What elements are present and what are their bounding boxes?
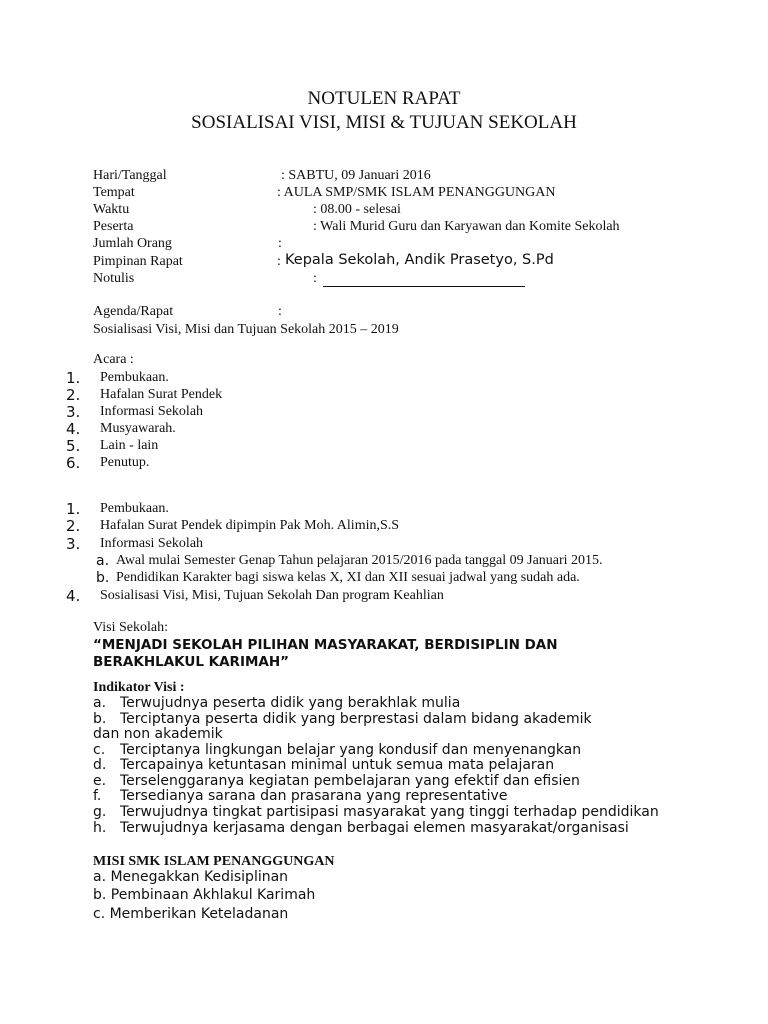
acara-num: 5. [66,437,81,455]
pimpinan-colon: : [277,254,281,269]
indikator-item-continued: dan non akademik [93,726,223,742]
acara-item: Informasi Sekolah [100,404,204,419]
tempat-value: : AULA SMP/SMK ISLAM PENANGGUNGAN [277,185,556,200]
acara-num: 2. [66,386,81,404]
jumlah-label: Jumlah Orang [93,236,172,251]
detail-item: Pembukaan. [100,501,169,516]
hari-value: : SABTU, 09 Januari 2016 [281,168,431,183]
acara-item: Penutup. [100,455,150,470]
detail-sub-item: Awal mulai Semester Genap Tahun pelajaran 2015/2016 pada tanggal 09 Januari 2015. [116,553,603,568]
indikator-letter: a. [93,695,107,711]
jumlah-value: : [278,236,282,251]
indikator-item: Tercapainya ketuntasan minimal untuk semua mata pelajaran [120,757,555,773]
agenda-colon: : [278,304,282,319]
acara-num: 4. [66,420,81,438]
detail-item: Informasi Sekolah [100,536,204,551]
misi-item: b. Pembinaan Akhlakul Karimah [93,887,316,903]
detail-item: Sosialisasi Visi, Misi, Tujuan Sekolah Dan program Keahlian [100,588,444,603]
detail-sub-letter: b. [96,570,110,586]
acara-num: 6. [66,454,81,472]
detail-num: 3. [66,535,81,553]
pimpinan-label: Pimpinan Rapat [93,254,183,269]
detail-sub-letter: a. [96,553,110,569]
visi-text-line1: “MENJADI SEKOLAH PILIHAN MASYARAKAT, BERDISIPLIN DAN [93,637,558,653]
acara-item: Hafalan Surat Pendek [100,387,223,402]
pimpinan-value: Kepala Sekolah, Andik Prasetyo, S.Pd [285,252,554,268]
indikator-letter: b. [93,711,107,727]
waktu-value: : 08.00 - selesai [313,202,401,217]
acara-label: Acara : [93,352,134,367]
visi-label: Visi Sekolah: [93,620,168,635]
notulis-label: Notulis [93,271,135,286]
acara-num: 1. [66,369,81,387]
indikator-item: Tersedianya sarana dan prasarana yang representative [120,788,508,804]
indikator-letter: c. [93,742,106,758]
acara-item: Musyawarah. [100,421,176,436]
document-title: NOTULEN RAPAT [307,88,461,109]
agenda-label: Agenda/Rapat [93,304,174,319]
indikator-letter: d. [93,757,107,773]
indikator-letter: h. [93,820,107,836]
misi-item: c. Memberikan Keteladanan [93,906,289,922]
notulis-blank-line [323,271,525,287]
visi-text-line2: BERAKHLAKUL KARIMAH” [93,654,290,670]
acara-item: Pembukaan. [100,370,169,385]
detail-num: 4. [66,587,81,605]
misi-item: a. Menegakkan Kedisiplinan [93,869,289,885]
tempat-label: Tempat [93,185,135,200]
detail-num: 2. [66,517,81,535]
peserta-value: : Wali Murid Guru dan Karyawan dan Komite Sekolah [313,219,620,234]
indikator-item: Terwujudnya peserta didik yang berakhlak mulia [120,695,461,711]
acara-num: 3. [66,403,81,421]
indikator-label: Indikator Visi : [93,680,185,695]
document-subtitle: SOSIALISAI VISI, MISI & TUJUAN SEKOLAH [191,112,577,133]
hari-label: Hari/Tanggal [93,168,167,183]
indikator-item: Terciptanya peserta didik yang berprestasi dalam bidang akademik [120,711,592,727]
acara-item: Lain - lain [100,438,159,453]
peserta-label: Peserta [93,219,134,234]
indikator-letter: e. [93,773,107,789]
indikator-item: Terwujudnya kerjasama dengan berbagai elemen masyarakat/organisasi [120,820,629,836]
indikator-letter: g. [93,804,107,820]
indikator-item: Terciptanya lingkungan belajar yang kondusif dan menyenangkan [120,742,582,758]
detail-sub-item: Pendidikan Karakter bagi siswa kelas X, XI dan XII sesuai jadwal yang sudah ada. [116,570,580,585]
indikator-letter: f. [93,788,102,804]
indikator-item: Terwujudnya tingkat partisipasi masyarakat yang tinggi terhadap pendidikan [120,804,659,820]
detail-item: Hafalan Surat Pendek dipimpin Pak Moh. Alimin,S.S [100,518,400,533]
indikator-item: Terselenggaranya kegiatan pembelajaran yang efektif dan efisien [120,773,580,789]
agenda-text: Sosialisasi Visi, Misi dan Tujuan Sekolah 2015 – 2019 [93,322,399,337]
misi-label: MISI SMK ISLAM PENANGGUNGAN [93,854,335,869]
waktu-label: Waktu [93,202,130,217]
notulis-colon: : [313,271,317,286]
detail-num: 1. [66,500,81,518]
